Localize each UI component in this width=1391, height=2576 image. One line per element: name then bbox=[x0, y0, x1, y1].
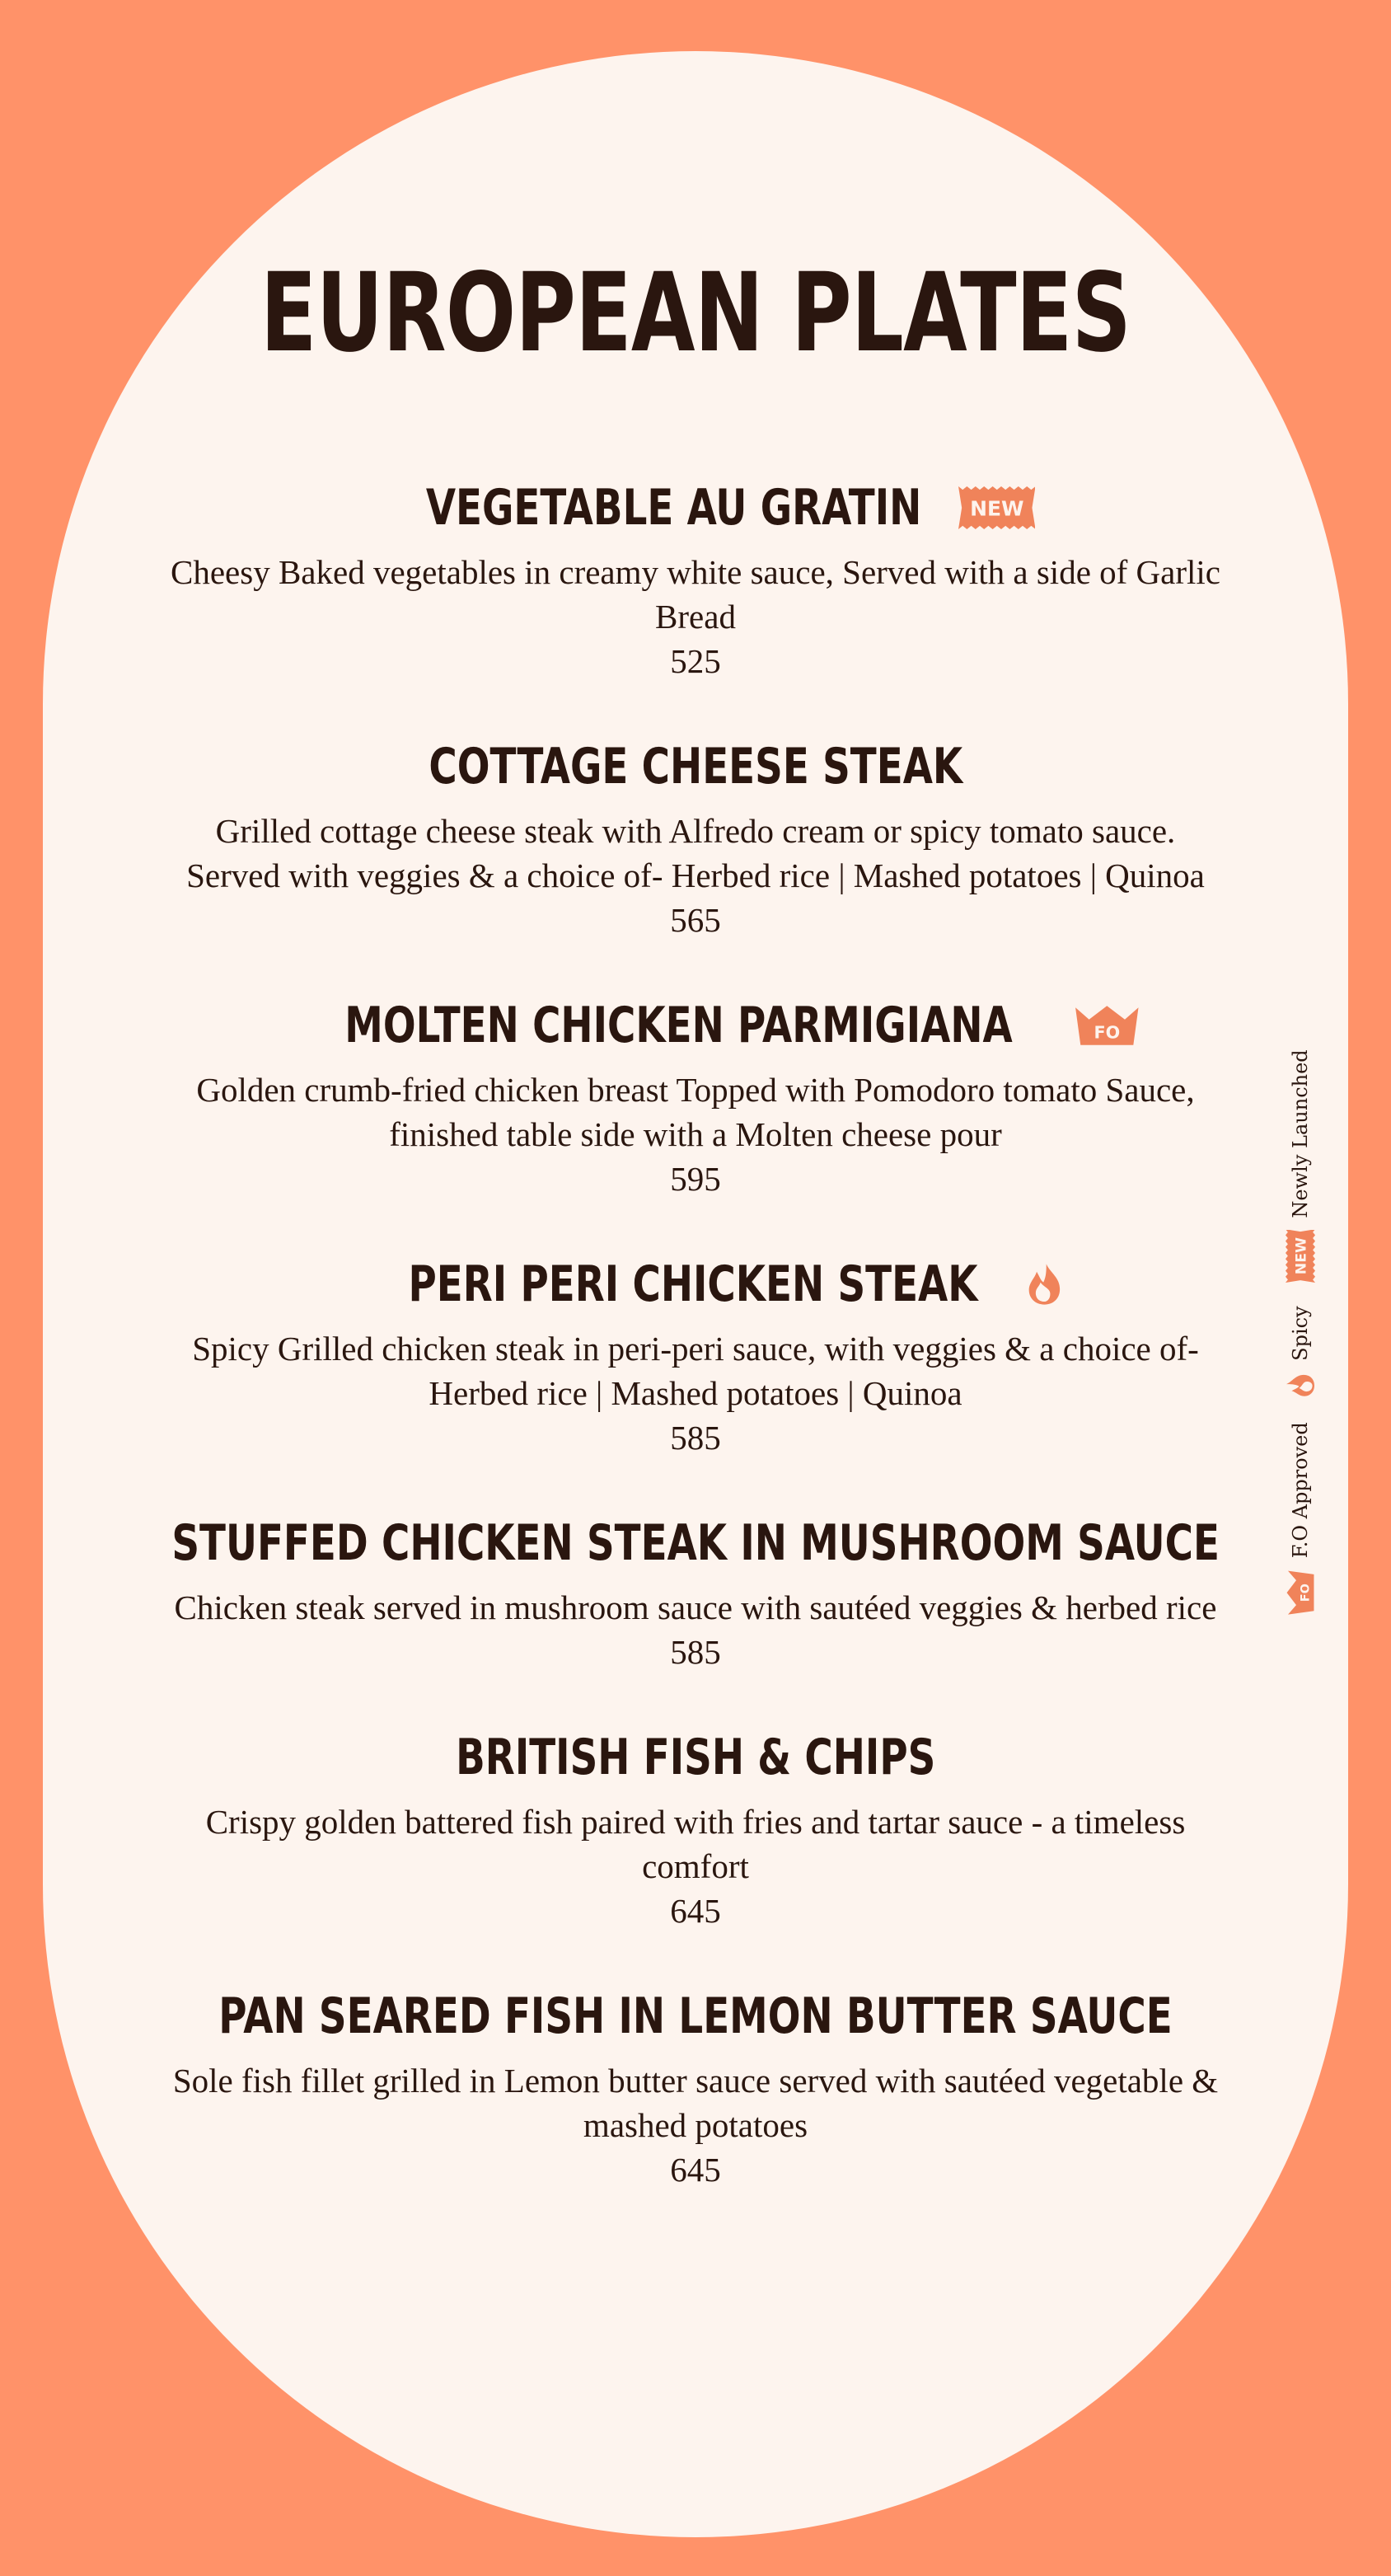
new-badge-icon bbox=[958, 486, 1036, 529]
fo-approved-crown-icon bbox=[1286, 1570, 1315, 1616]
menu-title: EUROPEAN PLATES bbox=[260, 250, 1131, 377]
menu-item-name: PAN SEARED FISH IN LEMON BUTTER SAUCE bbox=[218, 1987, 1173, 2045]
legend-label: Spicy bbox=[1289, 1306, 1312, 1361]
svg-text:NEW: NEW bbox=[969, 496, 1024, 521]
menu-item-name: VEGETABLE AU GRATIN bbox=[425, 479, 921, 537]
menu-list bbox=[165, 474, 1226, 2241]
menu-item-description: Grilled cottage cheese steak with Alfredo cream or spicy tomato sauce. Served with veggies & a choice of- Herbed rice | Mashed potatoes | Quinoa bbox=[186, 812, 1205, 894]
menu-item bbox=[165, 992, 1226, 1201]
menu-item-price: 585 bbox=[670, 1633, 721, 1671]
menu-item-name: STUFFED CHICKEN STEAK IN MUSHROOM SAUCE bbox=[171, 1514, 1220, 1572]
menu-item-description: Crispy golden battered fish paired with fries and tartar sauce - a timeless comfort bbox=[205, 1803, 1186, 1885]
menu-item-price: 585 bbox=[670, 1419, 721, 1457]
legend-row bbox=[1276, 1026, 1325, 1616]
menu-item-name: PERI PERI CHICKEN STEAK bbox=[408, 1255, 978, 1313]
svg-text:NEW: NEW bbox=[1293, 1237, 1310, 1275]
spicy-flame-icon bbox=[1286, 1372, 1315, 1399]
menu-item-name-row bbox=[165, 1724, 1226, 1791]
menu-item bbox=[165, 1982, 1226, 2192]
svg-text:FO: FO bbox=[1094, 1022, 1121, 1043]
menu-item-name-row bbox=[165, 733, 1226, 800]
menu-item-price: 595 bbox=[670, 1160, 721, 1198]
legend-item bbox=[1286, 1306, 1315, 1399]
menu-item-price: 645 bbox=[670, 2151, 721, 2189]
new-badge-icon bbox=[1286, 1230, 1315, 1283]
menu-item bbox=[165, 1250, 1226, 1460]
icon-legend bbox=[1276, 1006, 1333, 1616]
menu-item-name-row bbox=[165, 1509, 1226, 1577]
menu-item-price: 645 bbox=[670, 1892, 721, 1930]
spicy-flame-icon bbox=[1025, 1263, 1064, 1306]
menu-item-name-row bbox=[165, 992, 1226, 1059]
menu-item-name: BRITISH FISH & CHIPS bbox=[455, 1729, 936, 1786]
menu-item-description: Chicken steak served in mushroom sauce with sautéed veggies & herbed rice bbox=[174, 1588, 1217, 1626]
menu-item-name-row bbox=[165, 474, 1226, 542]
menu-item bbox=[165, 474, 1226, 683]
fo-approved-crown-icon bbox=[1074, 1004, 1140, 1047]
menu-item-price: 525 bbox=[670, 642, 721, 680]
menu-item bbox=[165, 1509, 1226, 1674]
menu-item bbox=[165, 1724, 1226, 1933]
menu-item-description: Sole fish fillet grilled in Lemon butter sauce served with sautéed vegetable & mashed potatoes bbox=[172, 2062, 1219, 2144]
menu-item-name-row bbox=[165, 1250, 1226, 1318]
menu-item-name: COTTAGE CHEESE STEAK bbox=[429, 738, 962, 795]
menu-item-description: Cheesy Baked vegetables in creamy white sauce, Served with a side of Garlic Bread bbox=[171, 553, 1220, 636]
menu-item-name-row bbox=[165, 1982, 1226, 2050]
svg-text:FO: FO bbox=[1299, 1584, 1313, 1602]
menu-item-name: MOLTEN CHICKEN PARMIGIANA bbox=[344, 997, 1013, 1054]
legend-label: Newly Launched bbox=[1289, 1049, 1312, 1218]
menu-item-price: 565 bbox=[670, 901, 721, 939]
menu-item bbox=[165, 733, 1226, 942]
legend-item bbox=[1286, 1049, 1315, 1283]
menu-item-description: Golden crumb-fried chicken breast Topped with Pomodoro tomato Sauce, finished table side with a Molten cheese pour bbox=[196, 1071, 1195, 1153]
legend-label: F.O Approved bbox=[1289, 1422, 1312, 1559]
menu-item-description: Spicy Grilled chicken steak in peri-peri sauce, with veggies & a choice of- Herbed rice | Mashed potatoes | Quinoa bbox=[192, 1330, 1199, 1412]
legend-item bbox=[1286, 1422, 1315, 1616]
